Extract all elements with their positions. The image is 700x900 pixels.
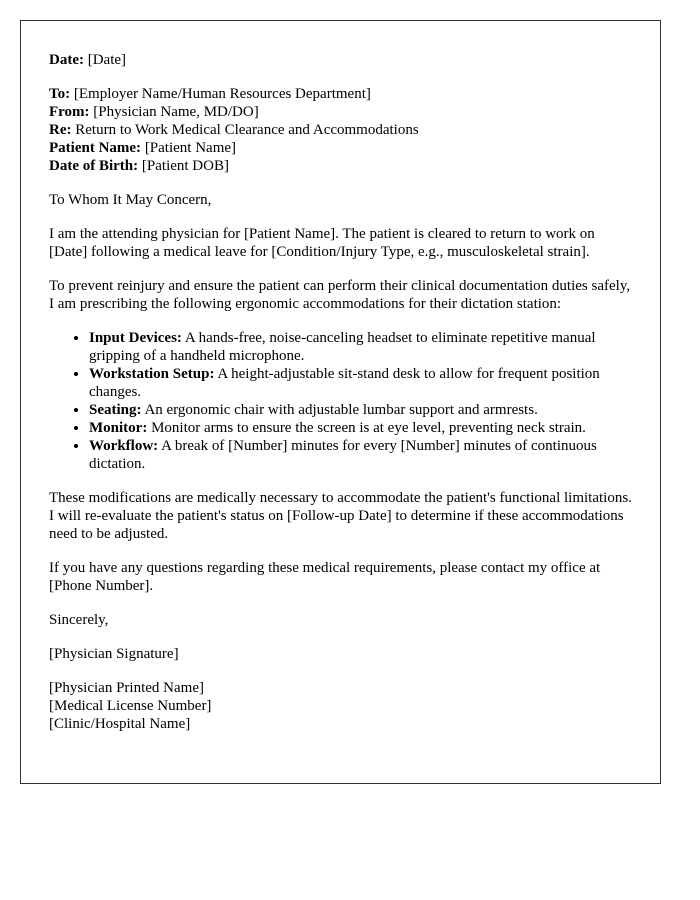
accommodations-intro: To prevent reinjury and ensure the patient can perform their clinical documentation duties safely, I am prescribing the following ergonomic accommodations for their dictation station: <box>49 278 631 312</box>
from-value: [Physician Name, MD/DO] <box>93 104 259 120</box>
contact-paragraph: If you have any questions regarding these medical requirements, please contact my office at [Phone Number]. <box>49 560 601 594</box>
patient-name-value: [Patient Name] <box>144 140 237 156</box>
signature-placeholder: [Physician Signature] <box>49 646 179 662</box>
re-label: Re: <box>49 122 72 138</box>
list-item <box>89 329 632 365</box>
printed-name: [Physician Printed Name] <box>49 680 204 696</box>
date-value: [Date] <box>87 52 127 68</box>
accommodation-label: Input Devices: <box>89 330 182 346</box>
accommodation-text: A height-adjustable sit-stand desk to allow for frequent position changes. <box>89 366 600 400</box>
list-item <box>89 365 632 401</box>
from-label: From: <box>49 104 90 120</box>
to-value: [Employer Name/Human Resources Department] <box>73 86 371 102</box>
date-label: Date: <box>49 52 84 68</box>
salutation: To Whom It May Concern, <box>49 192 212 208</box>
accommodation-label: Workflow: <box>89 438 159 454</box>
accommodation-text: A break of [Number] minutes for every [Number] minutes of continuous dictation. <box>89 438 597 472</box>
license-number: [Medical License Number] <box>49 698 212 714</box>
letter-document <box>20 20 661 784</box>
dob-label: Date of Birth: <box>49 158 139 174</box>
date-line <box>49 51 632 69</box>
list-item <box>89 401 632 419</box>
clearance-paragraph: I am the attending physician for [Patient Name]. The patient is cleared to return to work on [Date] following a medical leave for [Condition/Injury Type, e.g., musculoskeletal strain]. <box>49 226 595 260</box>
from-line <box>49 103 632 121</box>
accommodations-list <box>49 329 632 473</box>
re-line <box>49 121 632 139</box>
accommodation-text: An ergonomic chair with adjustable lumbar support and armrests. <box>144 402 538 418</box>
patient-name-line <box>49 139 632 157</box>
patient-name-label: Patient Name: <box>49 140 142 156</box>
to-label: To: <box>49 86 71 102</box>
re-value: Return to Work Medical Clearance and Accommodations <box>75 122 419 138</box>
list-item <box>89 419 632 437</box>
accommodation-label: Workstation Setup: <box>89 366 215 382</box>
signoff-block <box>49 679 632 733</box>
to-line <box>49 85 632 103</box>
clinic-name: [Clinic/Hospital Name] <box>49 716 191 732</box>
accommodation-label: Seating: <box>89 402 142 418</box>
closing: Sincerely, <box>49 612 109 628</box>
list-item <box>89 437 632 473</box>
accommodation-label: Monitor: <box>89 420 148 436</box>
dob-line <box>49 157 632 175</box>
necessity-paragraph: These modifications are medically necessary to accommodate the patient's functional limitations. I will re-evaluate the patient's status on [Follow-up Date] to determine if these accommodations need to be adjusted. <box>49 490 632 542</box>
accommodation-text: A hands-free, noise-canceling headset to eliminate repetitive manual gripping of a handheld microphone. <box>89 330 596 364</box>
accommodation-text: Monitor arms to ensure the screen is at eye level, preventing neck strain. <box>151 420 586 436</box>
letter-header <box>49 85 632 175</box>
dob-value: [Patient DOB] <box>141 158 229 174</box>
